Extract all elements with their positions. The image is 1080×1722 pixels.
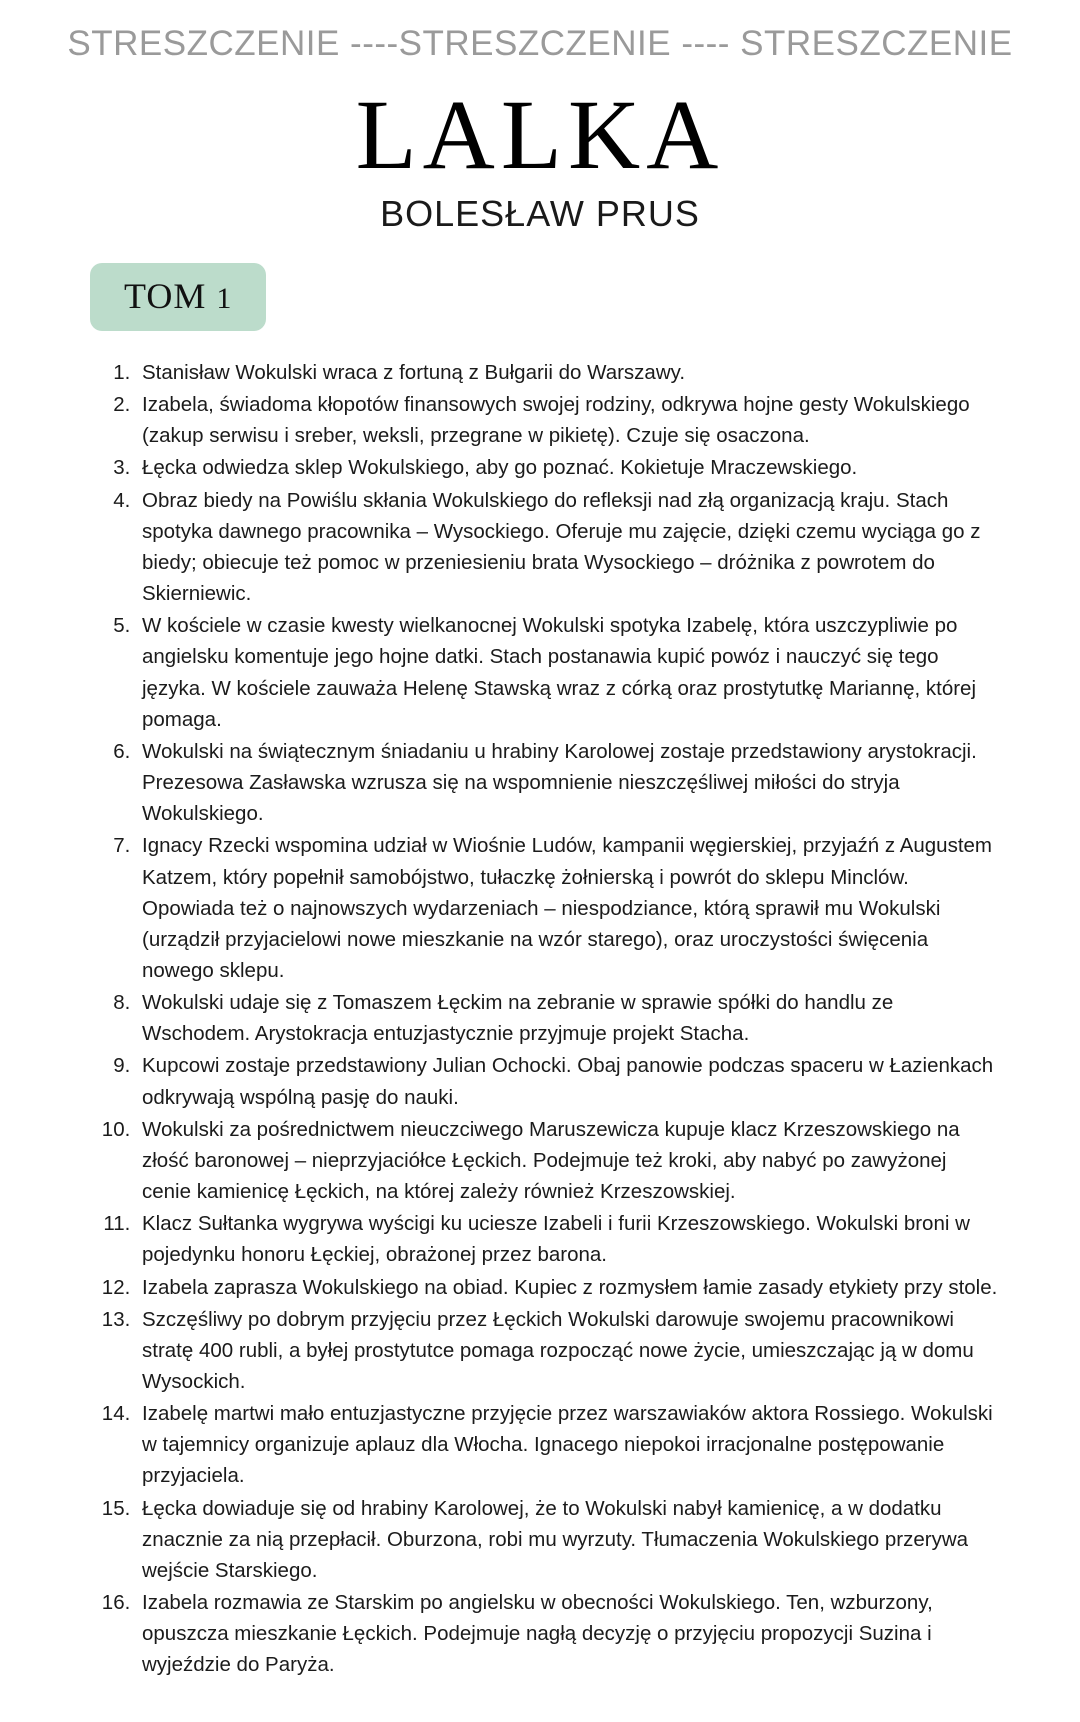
list-item: 1. Stanisław Wokulski wraca z fortuną z Bułgarii do Warszawy. (136, 357, 1000, 388)
list-item: 8. Wokulski udaje się z Tomaszem Łęckim na zebranie w sprawie spółki do handlu ze Wschodem. Arystokracja entuzjastycznie przyjmuje projekt Stacha. (136, 987, 1000, 1049)
list-item: 9. Kupcowi zostaje przedstawiony Julian Ochocki. Obaj panowie podczas spaceru w Łazienkach odkrywają wspólną pasję do nauki. (136, 1050, 1000, 1112)
list-item: 7. Ignacy Rzecki wspomina udział w Wiośnie Ludów, kampanii węgierskiej, przyjaźń z Augustem Katzem, który popełnił samobójstwo, tułaczkę żołnierską i powrót do sklepu Minclów. Opowiada też o najnowszych wydarzeniach – niespodziance, którą sprawił mu Wokulski (urządził przyjacielowi nowe mieszkanie na wzór starego), oraz uroczystości święcenia nowego sklepu. (136, 830, 1000, 986)
summary-list (40, 357, 1040, 1681)
list-item: 5. W kościele w czasie kwesty wielkanocnej Wokulski spotyka Izabelę, która uszczypliwie po angielsku komentuje jego hojne datki. Stach postanawia kupić powóz i nauczyć się tego języka. W kościele zauważa Helenę Stawską wraz z córką oraz prostytutkę Mariannę, której pomaga. (136, 610, 1000, 735)
list-item: 16. Izabela rozmawia ze Starskim po angielsku w obecności Wokulskiego. Ten, wzburzony, opuszcza mieszkanie Łęckich. Podejmuje nagłą decyzję o przyjęciu propozycji Suzina i wyjeździe do Paryża. (136, 1587, 1000, 1680)
list-item: 12. Izabela zaprasza Wokulskiego na obiad. Kupiec z rozmysłem łamie zasady etykiety przy stole. (136, 1272, 1000, 1303)
badge-row (40, 263, 1040, 331)
volume-badge-label: TOM (124, 276, 207, 316)
list-item: 6. Wokulski na świątecznym śniadaniu u hrabiny Karolowej zostaje przedstawiony arystokracji. Prezesowa Zasławska wzrusza się na wspomnienie nieszczęśliwej miłości do stryja Wokulskiego. (136, 736, 1000, 829)
list-item: 10. Wokulski za pośrednictwem nieuczciwego Maruszewicza kupuje klacz Krzeszowskiego na złość baronowej – nieprzyjaciółce Łęckich. Podejmuje też kroki, aby nabyć po zawyżonej cenie kamienicę Łęckich, na której zależy również Krzeszowskiej. (136, 1114, 1000, 1207)
list-item: 3. Łęcka odwiedza sklep Wokulskiego, aby go poznać. Kokietuje Mraczewskiego. (136, 452, 1000, 483)
volume-badge (90, 263, 266, 331)
list-item: 13. Szczęśliwy po dobrym przyjęciu przez Łęckich Wokulski darowuje swojemu pracownikowi stratę 400 rubli, a byłej prostytutce pomaga rozpocząć nowe życie, umieszczając ją w domu Wysockich. (136, 1304, 1000, 1397)
list-item: 14. Izabelę martwi mało entuzjastyczne przyjęcie przez warszawiaków aktora Rossiego. Wokulski w tajemnicy organizuje aplauz dla Włocha. Ignacego niepokoi irracjonalne postępowanie przyjaciela. (136, 1398, 1000, 1491)
page-title: LALKA (355, 79, 725, 190)
volume-badge-number: 1 (216, 282, 233, 315)
list-item: 11. Klacz Sułtanka wygrywa wyścigi ku uciesze Izabeli i furii Krzeszowskiego. Wokulski broni w pojedynku honoru Łęckiej, obrażonej przez barona. (136, 1208, 1000, 1270)
header-banner: STRESZCZENIE ----STRESZCZENIE ---- STRESZCZENIE (67, 24, 1013, 63)
author-name: BOLESŁAW PRUS (380, 193, 700, 234)
list-item: 4. Obraz biedy na Powiślu skłania Wokulskiego do refleksji nad złą organizacją kraju. Stach spotyka dawnego pracownika – Wysockiego. Oferuje mu zajęcie, dzięki czemu wyciąga go z biedy; obiecuje też pomoc w przeniesieniu brata Wysockiego – dróżnika z powrotem do Skierniewic. (136, 485, 1000, 610)
list-item: 15. Łęcka dowiaduje się od hrabiny Karolowej, że to Wokulski nabył kamienicę, a w dodatku znacznie za nią przepłacił. Oburzona, robi mu wyrzuty. Tłumaczenia Wokulskiego przerywa wejście Starskiego. (136, 1493, 1000, 1586)
list-item: 2. Izabela, świadoma kłopotów finansowych swojej rodziny, odkrywa hojne gesty Wokulskiego (zakup serwisu i sreber, weksli, przegrane w pikietę). Czuje się osaczona. (136, 389, 1000, 451)
